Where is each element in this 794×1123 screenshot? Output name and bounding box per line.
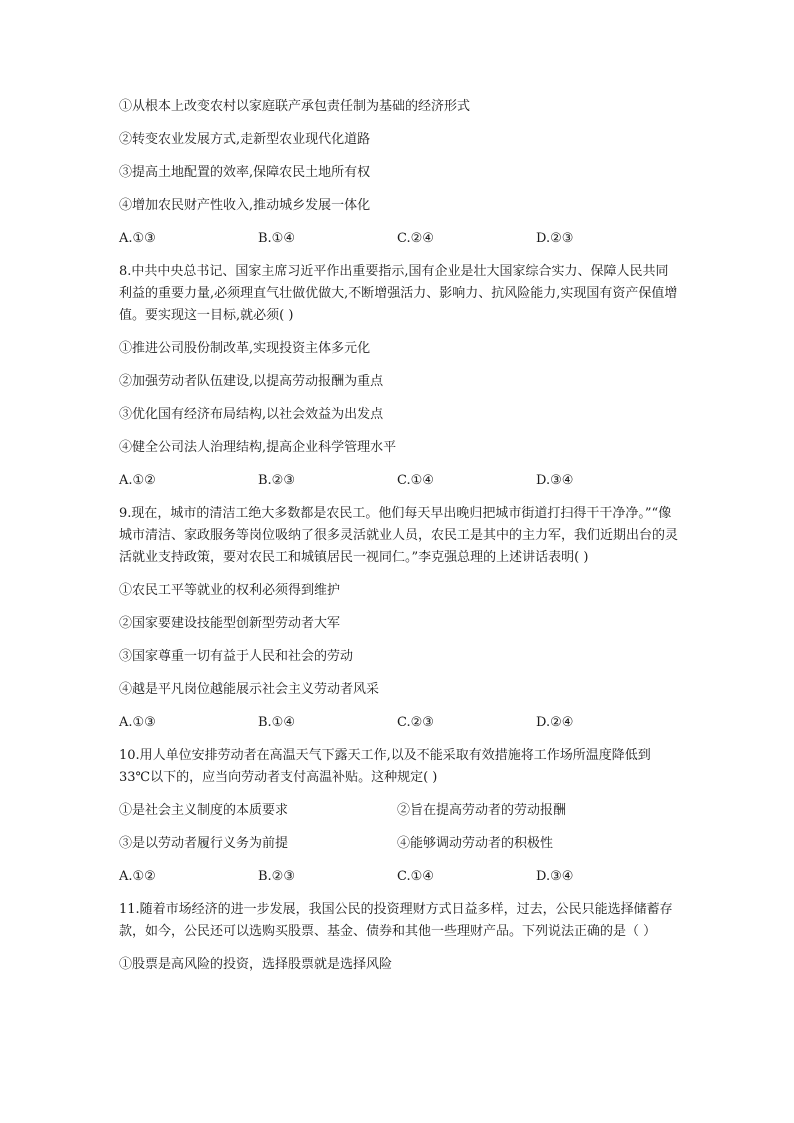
q10-items-row-2 (119, 833, 679, 866)
q8-item-4: ④健全公司法人治理结构,提高企业科学管理水平 (119, 440, 397, 455)
exam-page (119, 96, 679, 987)
q8-options (119, 470, 679, 503)
q7-item-2: ②转变农业发展方式,走新型农业现代化道路 (119, 132, 371, 147)
q7-option-c: C.②④ (397, 231, 434, 246)
q10-items-row-1 (119, 800, 679, 833)
q8-option-c: C.①④ (397, 473, 434, 488)
q10-item-4: ④能够调动劳动者的积极性 (397, 836, 554, 851)
q9-item-1: ①农民工平等就业的权利必须得到维护 (119, 583, 341, 598)
q7-option-a: A.①③ (119, 231, 156, 246)
q9-item-4: ④越是平凡岗位越能展示社会主义劳动者风采 (119, 682, 380, 697)
q8-option-d: D.③④ (536, 473, 574, 488)
q11-item-1: ①股票是高风险的投资，选择股票就是选择风险 (119, 957, 393, 972)
q8-stem: 8.中共中央总书记、国家主席习近平作出重要指示,国有企业是壮大国家综合实力、保障人民共同利益的重要力量,必须理直气壮做优做大,不断增强活力、影响力、抗风险能力,实现国有资产保值增值。要实现这一目标,就必须( ) (119, 264, 678, 323)
q10-item-2: ②旨在提高劳动者的劳动报酬 (397, 803, 567, 818)
q7-options (119, 228, 679, 261)
q7-option-b: B.①④ (258, 231, 295, 246)
q8-item-1: ①推进公司股份制改革,实现投资主体多元化 (119, 341, 371, 356)
q8-option-b: B.②③ (258, 473, 295, 488)
q7-item-1: ①从根本上改变农村以家庭联产承包责任制为基础的经济形式 (119, 99, 471, 114)
q9-option-a: A.①③ (119, 715, 156, 730)
q9-item-2: ②国家要建设技能型创新型劳动者大军 (119, 616, 341, 631)
q9-options (119, 712, 679, 745)
question-7 (119, 96, 679, 261)
q10-options (119, 866, 679, 899)
q9-option-d: D.②④ (536, 715, 574, 730)
q10-option-a: A.①② (119, 869, 156, 884)
q8-item-3: ③优化国有经济布局结构,以社会效益为出发点 (119, 407, 384, 422)
q8-item-2: ②加强劳动者队伍建设,以提高劳动报酬为重点 (119, 374, 384, 389)
q10-item-3: ③是以劳动者履行义务为前提 (119, 836, 289, 851)
q11-stem: 11.随着市场经济的进一步发展，我国公民的投资理财方式日益多样，过去，公民只能选择储蓄存款，如今，公民还可以选购买股票、基金、债券和其他一些理财产品。下列说法正确的是（ ） (119, 902, 673, 939)
q9-stem: 9.现在，城市的清洁工绝大多数都是农民工。他们每天早出晚归把城市街道打扫得干干净净。”“像城市清洁、家政服务等岗位吸纳了很多灵活就业人员，农民工是其中的主力军，我们近期出台的灵活就业支持政策，要对农民工和城镇居民一视同仁。”李克强总理的上述讲话表明( ) (119, 506, 679, 565)
q7-item-4: ④增加农民财产性收入,推动城乡发展一体化 (119, 198, 371, 213)
q8-option-a: A.①② (119, 473, 156, 488)
question-8 (119, 261, 679, 503)
q7-item-3: ③提高土地配置的效率,保障农民土地所有权 (119, 165, 371, 180)
q10-option-b: B.②③ (258, 869, 295, 884)
question-11 (119, 899, 679, 987)
q10-option-d: D.③④ (536, 869, 574, 884)
q9-option-b: B.①④ (258, 715, 295, 730)
question-10 (119, 745, 679, 899)
q9-item-3: ③国家尊重一切有益于人民和社会的劳动 (119, 649, 354, 664)
q10-option-c: C.①④ (397, 869, 434, 884)
question-9 (119, 503, 679, 745)
q10-stem: 10.用人单位安排劳动者在高温天气下露天工作,以及不能采取有效措施将工作场所温度降低到 33℃以下的，应当向劳动者支付高温补贴。这种规定( ) (119, 748, 651, 785)
q10-item-1: ①是社会主义制度的本质要求 (119, 803, 289, 818)
q7-option-d: D.②③ (536, 231, 574, 246)
q9-option-c: C.②③ (397, 715, 434, 730)
